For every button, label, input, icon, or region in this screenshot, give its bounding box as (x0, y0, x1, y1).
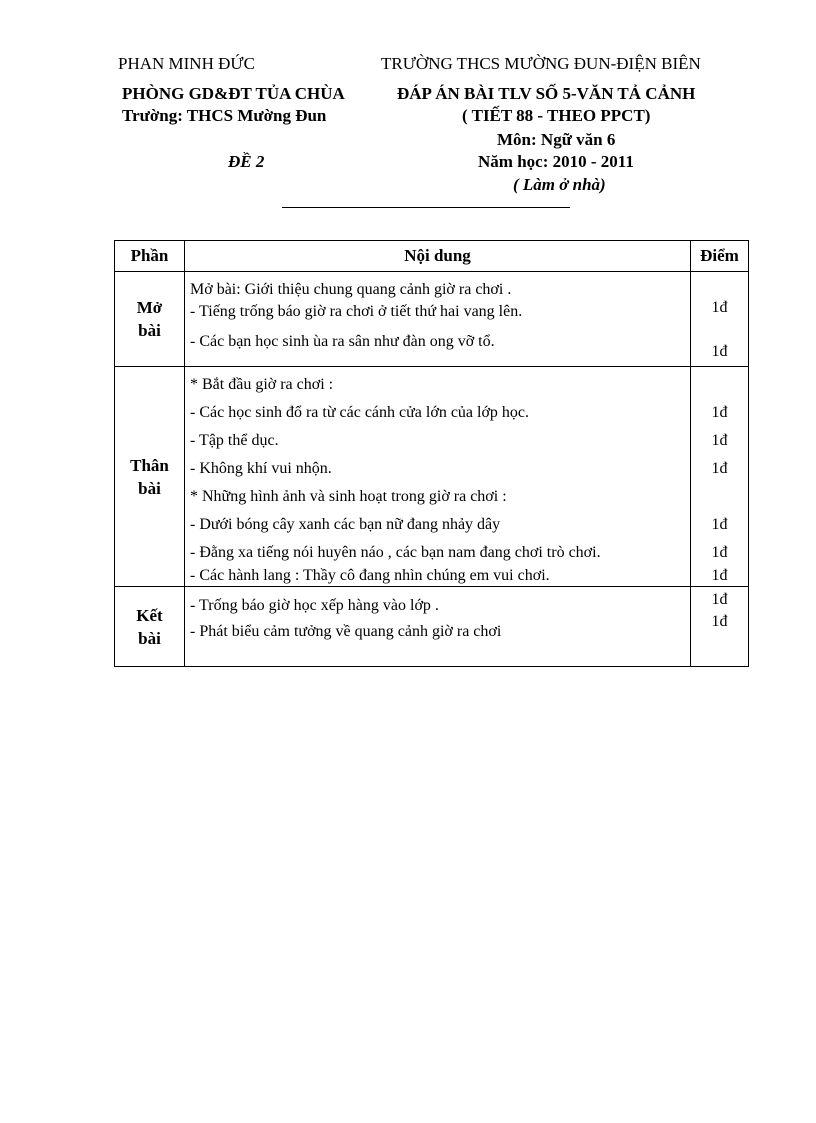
header-content: Nội dung (185, 241, 691, 272)
content-line: - Đằng xa tiếng nói huyên náo , các bạn nam đang chơi trò chơi. (190, 544, 601, 561)
content-mo-bai (185, 272, 691, 367)
score-mo-bai (691, 272, 749, 367)
exam-title: ĐÁP ÁN BÀI TLV SỐ 5-VĂN TẢ CẢNH (397, 84, 696, 103)
table-row-than-bai (115, 367, 749, 587)
content-line: - Các học sinh đổ ra từ các cánh cửa lớn của lớp học. (190, 404, 530, 421)
homework-note: ( Làm ở nhà) (513, 175, 606, 194)
score-value: 1đ (711, 567, 728, 584)
score-value: 1đ (711, 404, 728, 421)
answer-table (114, 240, 749, 667)
content-line: - Trống báo giờ học xếp hàng vào lớp . (190, 597, 439, 614)
content-line: - Các hành lang : Thầy cô đang nhìn chúng em vui chơi. (190, 567, 550, 584)
content-line: - Tiếng trống báo giờ ra chơi ở tiết thứ hai vang lên. (190, 303, 523, 320)
part-ket-bai: Kết bài (115, 587, 185, 667)
department-name: PHÒNG GD&ĐT TỦA CHÙA (122, 84, 345, 103)
score-value: 1đ (711, 343, 728, 360)
score-value: 1đ (711, 299, 728, 316)
header-part: Phần (115, 241, 185, 272)
score-ket-bai (691, 587, 749, 667)
exam-number: ĐỀ 2 (228, 152, 265, 171)
part-than-bai: Thân bài (115, 367, 185, 587)
content-line: * Những hình ảnh và sinh hoạt trong giờ ra chơi : (190, 488, 507, 505)
content-than-bai (185, 367, 691, 587)
content-line: Mở bài: Giới thiệu chung quang cảnh giờ ra chơi . (190, 281, 512, 298)
period-info: ( TIẾT 88 - THEO PPCT) (462, 106, 651, 125)
header-score: Điểm (691, 241, 749, 272)
school-year: Năm học: 2010 - 2011 (478, 152, 634, 171)
score-value: 1đ (711, 432, 728, 449)
school-name: Trường: THCS Mường Đun (122, 106, 327, 125)
content-line: - Không khí vui nhộn. (190, 460, 332, 477)
score-value: 1đ (711, 613, 728, 630)
table-row-mo-bai (115, 272, 749, 367)
table-row-ket-bai (115, 587, 749, 667)
score-value: 1đ (711, 516, 728, 533)
school-full-name: TRƯỜNG THCS MƯỜNG ĐUN-ĐIỆN BIÊN (381, 54, 701, 73)
content-line: - Dưới bóng cây xanh các bạn nữ đang nhảy dây (190, 516, 501, 533)
table-header-row (115, 241, 749, 272)
content-line: - Phát biểu cảm tưởng về quang cảnh giờ ra chơi (190, 623, 502, 640)
content-line: * Bắt đầu giờ ra chơi : (190, 376, 334, 393)
content-line: - Tập thể dục. (190, 432, 279, 449)
score-value: 1đ (711, 544, 728, 561)
header-divider (282, 207, 570, 208)
content-ket-bai (185, 587, 691, 667)
part-mo-bai: Mở bài (115, 272, 185, 367)
score-than-bai (691, 367, 749, 587)
content-line: - Các bạn học sinh ùa ra sân như đàn ong vỡ tổ. (190, 333, 495, 350)
subject-info: Môn: Ngữ văn 6 (497, 130, 616, 149)
score-value: 1đ (711, 460, 728, 477)
score-value: 1đ (711, 591, 728, 608)
author-name: PHAN MINH ĐỨC (118, 54, 255, 73)
